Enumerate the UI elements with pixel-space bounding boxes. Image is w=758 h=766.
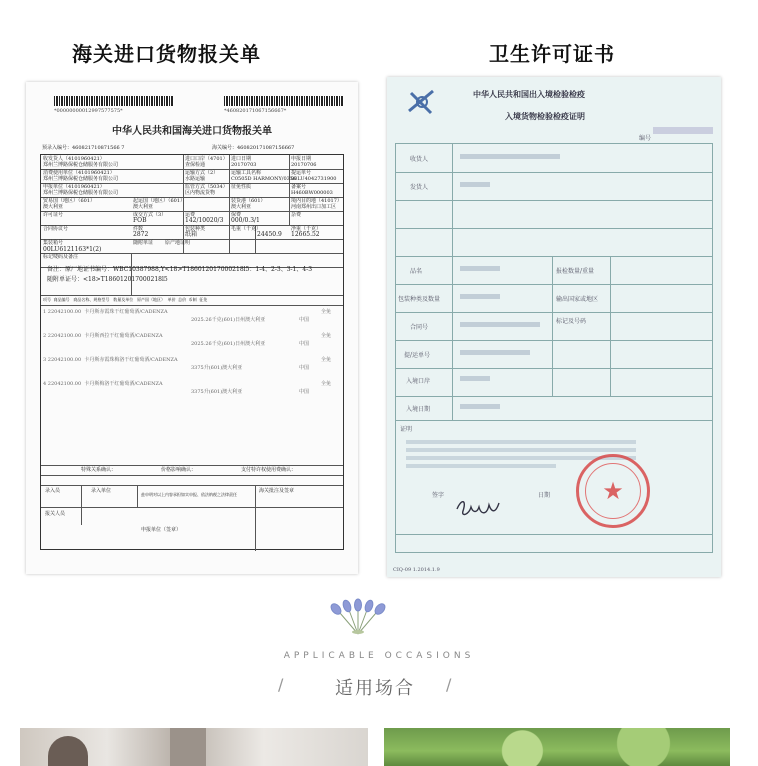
customs-remark-label: 海关批注及签章 [259,488,295,494]
goods-row-tax: 全免 [321,357,332,363]
goods-name: 卡丹斯赤霞珠梅洛干红葡萄酒/CADENZA [84,357,178,363]
cert-field-marks: 标记及号码 [556,318,587,325]
goods-header-tax: 征免 [199,297,208,302]
health-certificate-document [387,77,721,577]
cert-date-value [460,404,500,409]
cell-declarer-value: 郑州兰博路保税仓储服务有限公司 [43,190,119,196]
goods-row [43,357,178,363]
goods-header-currency: 币制 [188,297,197,302]
slash-right: / [446,675,452,694]
applicable-occasions-en: APPLICABLE OCCASIONS [283,651,475,661]
cell-consignee-value: 郑州兰博路保税仓储服务有限公司 [43,162,119,168]
cell-misc-label: 杂费 [291,212,302,218]
cert-field-packaging: 包装种类及数量 [398,296,441,303]
cert-field-consignee: 收货人 [410,156,429,163]
cell-attached-value: 原产地证明 [165,240,191,246]
goods-row-country: 中国 [299,365,310,371]
goods-row-qty: 3375升(601)澳大利亚 [191,365,243,371]
cell-net-weight-label: 净重（千克） [291,226,322,232]
foliage [384,728,730,766]
cert-bill-value [460,350,530,355]
cell-package-value: 纸箱 [185,231,198,238]
goods-row-qty: 2025.26千克(601)日州澳大利亚 [191,317,266,323]
cell-declarer-label: 申报单位（4101960421） [43,184,105,190]
person-silhouette [170,728,206,766]
goods-row-country: 中国 [299,317,310,323]
cell-consumer-value: 郑州兰博路保税仓储服务有限公司 [43,176,119,182]
cell-supervision-label: 监管方式（5034） [185,184,228,190]
cert-number-label: 编号 [639,135,652,142]
cert-remark-line [406,448,636,452]
price-impact-label: 价格影响确认： [161,467,197,473]
cell-deal-mode-label: 成交方式（3） [133,212,167,218]
goods-name: 卡丹斯梅洛干红葡萄酒/CADENZA [84,381,163,387]
cert-footer: CIQ-09 1.2014.1.9 [393,567,440,573]
cert-number-value-redacted [653,127,713,134]
cell-trade-country-label: 贸易国（地区）（601） [43,198,96,204]
cert-signature-label: 签字 [432,492,445,499]
cell-attached-label: 随附单证 [133,240,154,246]
pre-entry-number: 预录入编号：460821710871566 7 [42,145,125,151]
cell-consumer-label: 消费使用单位（4101960421） [43,170,115,176]
signature-graphic [453,495,503,521]
ciq-emblem-icon [405,87,439,117]
declaration-table [40,154,344,550]
person-silhouette [48,736,88,766]
cert-consignee-value [460,154,560,159]
goods-header-row [43,297,343,303]
cert-field-origin: 输出国家或地区 [556,296,599,303]
cell-marks-label: 标记唛码及备注 [43,254,79,260]
cert-product-value [460,266,500,271]
lavender-decoration-icon [322,598,394,636]
goods-header-item: 项号 [43,297,51,302]
cell-gross-weight-label: 毛重（千克） [231,226,262,232]
goods-row-qty: 3375升(601)澳大利亚 [191,389,243,395]
special-relation-label: 特殊关系确认： [81,467,117,473]
cell-trade-country-value: 澳大利亚 [43,204,64,210]
barcode-left-number: *00000000012997577575* [54,108,123,114]
cell-origin-country-label: 起运国（地区）（601） [133,198,186,204]
cert-field-date: 入境日期 [406,406,431,413]
cert-remark-line [406,464,556,468]
cert-date-label: 日期 [538,492,551,499]
cell-import-date-value: 20170703 [231,162,257,168]
cert-consignor-value [460,182,490,187]
goods-row-country: 中国 [299,389,310,395]
goods-row-tax: 全免 [321,309,332,315]
royalty-label: 支付特许权使用费确认： [241,467,297,473]
goods-header-code: 商品编号 [53,297,70,302]
cell-container-value: 00LU6121163*1(2) [43,246,102,253]
cell-bill-value: 00LU4042731900 [291,176,337,182]
cell-record-value: H460BW000003 [291,190,333,196]
cert-packaging-value [460,294,500,299]
occasion-photo-office [20,728,368,766]
cell-insurance-label: 保费 [231,212,242,218]
goods-row-qty: 2025.26千克(601)日州澳大利亚 [191,341,266,347]
cell-declare-date-label: 申报日期 [291,156,312,162]
customs-declaration-document [26,82,358,574]
cell-vessel-value: C0505D HARMONY/0356 [231,176,297,182]
cell-bill-label: 提运单号 [291,170,312,176]
cell-pieces-label: 件数 [133,226,144,232]
cert-field-product: 品名 [410,268,423,275]
cell-transport-value: 水路运输 [185,176,206,182]
customs-declaration-title: 海关进口货物报关单 [72,42,261,66]
barcode-left [54,96,174,106]
cell-freight-value: 142/10020/3 [185,217,224,224]
document-title: 中华人民共和国海关进口货物报关单 [112,126,272,137]
cell-net-weight-value: 12665.52 [291,231,320,238]
goods-header-origin: 原产国（地区） [137,297,166,302]
goods-code: 4 22042100.00 [43,381,82,387]
cell-transport-label: 运输方式（2） [185,170,219,176]
cert-port-value [460,376,490,381]
customs-number: 海关编号：460820171087156667 [212,145,295,151]
cert-header-2: 入境货物检验检疫证明 [505,111,585,121]
cell-port-label: 进口口岸（4701） [185,156,228,162]
health-permit-title: 卫生许可证书 [489,42,615,66]
remark-line-2: 随附单证号：<18>T186012017000218l5 [47,276,168,283]
occasion-photo-outdoor [384,728,730,766]
cell-import-date-label: 进口日期 [231,156,252,162]
cell-deal-mode-value: FOB [133,217,147,224]
entry-unit-label: 录入单位 [91,488,112,494]
cell-vessel-label: 运输工具名称 [231,170,262,176]
cert-field-port: 入境口岸 [406,378,431,385]
cell-pieces-value: 2872 [133,231,149,238]
cell-insurance-value: 000/0.3/1 [231,217,260,224]
entry-person-label: 录入员 [45,488,61,494]
cell-loading-port-value: 澳大利亚 [231,204,252,210]
cell-destination-value: 河南郑州出口加工区 [291,204,337,210]
goods-code: 2 22042100.00 [43,333,82,339]
goods-header-name: 商品名称、规格型号 [73,297,110,302]
remark-line-1: 备注：原厂地证书编号：WBC10387988,Y<18>T186012017000218l5：1-4、2-3、3-1、4-3 [47,266,313,273]
goods-row [43,309,168,315]
cell-freight-label: 运费 [185,212,196,218]
goods-code: 1 22042100.00 [43,309,82,315]
cell-exemption-label: 征免性质 [231,184,252,190]
cell-declare-date-value: 20170706 [291,162,317,168]
cert-field-quantity: 报检数量/重量 [556,268,595,275]
goods-row [43,333,163,339]
cert-table [395,143,713,553]
applicable-occasions-cn: 适用场合 [335,678,415,699]
goods-code: 3 22042100.00 [43,357,82,363]
cell-container-label: 集装箱号 [43,240,64,246]
cell-destination-label: 境内目的地（41017） [291,198,342,204]
cell-consignee-label: 收发货人（4101960421） [43,156,105,162]
cell-origin-country-value: 澳大利亚 [133,204,154,210]
declare-unit-label: 申报单位（签章） [141,527,182,533]
cert-field-bill: 提/运单号 [404,352,431,359]
cell-package-label: 包装种类 [185,226,206,232]
slash-left: / [278,675,284,694]
cell-supervision-value: 区内物流货物 [185,190,216,196]
goods-name: 卡丹斯西拉干红葡萄酒/CADENZA [84,333,163,339]
cell-port-value: 查保检通 [185,162,206,168]
cert-field-consignor: 发货人 [410,184,429,191]
cert-header-1: 中华人民共和国出入境检验检疫 [473,89,585,99]
goods-header-price: 单价 [167,297,176,302]
cell-record-label: 备案号 [291,184,307,190]
cert-remark-line [406,440,636,444]
cert-remark-label: 证明 [400,426,413,433]
barcode-right [224,96,344,106]
goods-header-total: 总价 [178,297,187,302]
cell-loading-port-label: 装货港（601） [231,198,266,204]
declare-statement: 兹申明对以上内容承担如实申报、依法纳税之法律责任 [141,492,237,497]
cell-contract-label: 合同协议号 [43,226,69,232]
goods-row-tax: 全免 [321,381,332,387]
official-seal-icon: ★ [576,454,650,528]
goods-row-tax: 全免 [321,333,332,339]
goods-name: 卡丹斯赤霞珠干红葡萄酒/CADENZA [84,309,168,315]
cert-field-contract: 合同号 [410,324,429,331]
goods-row [43,381,163,387]
barcode-right-number: *460820171067156667* [224,108,287,114]
cell-license-label: 许可证号 [43,212,64,218]
declarant-label: 报关人员 [45,511,66,517]
cert-contract-value [460,322,540,327]
goods-header-qty: 数量及单位 [113,297,134,302]
goods-row-country: 中国 [299,341,310,347]
cell-gross-weight-value: 24450.9 [257,231,282,238]
